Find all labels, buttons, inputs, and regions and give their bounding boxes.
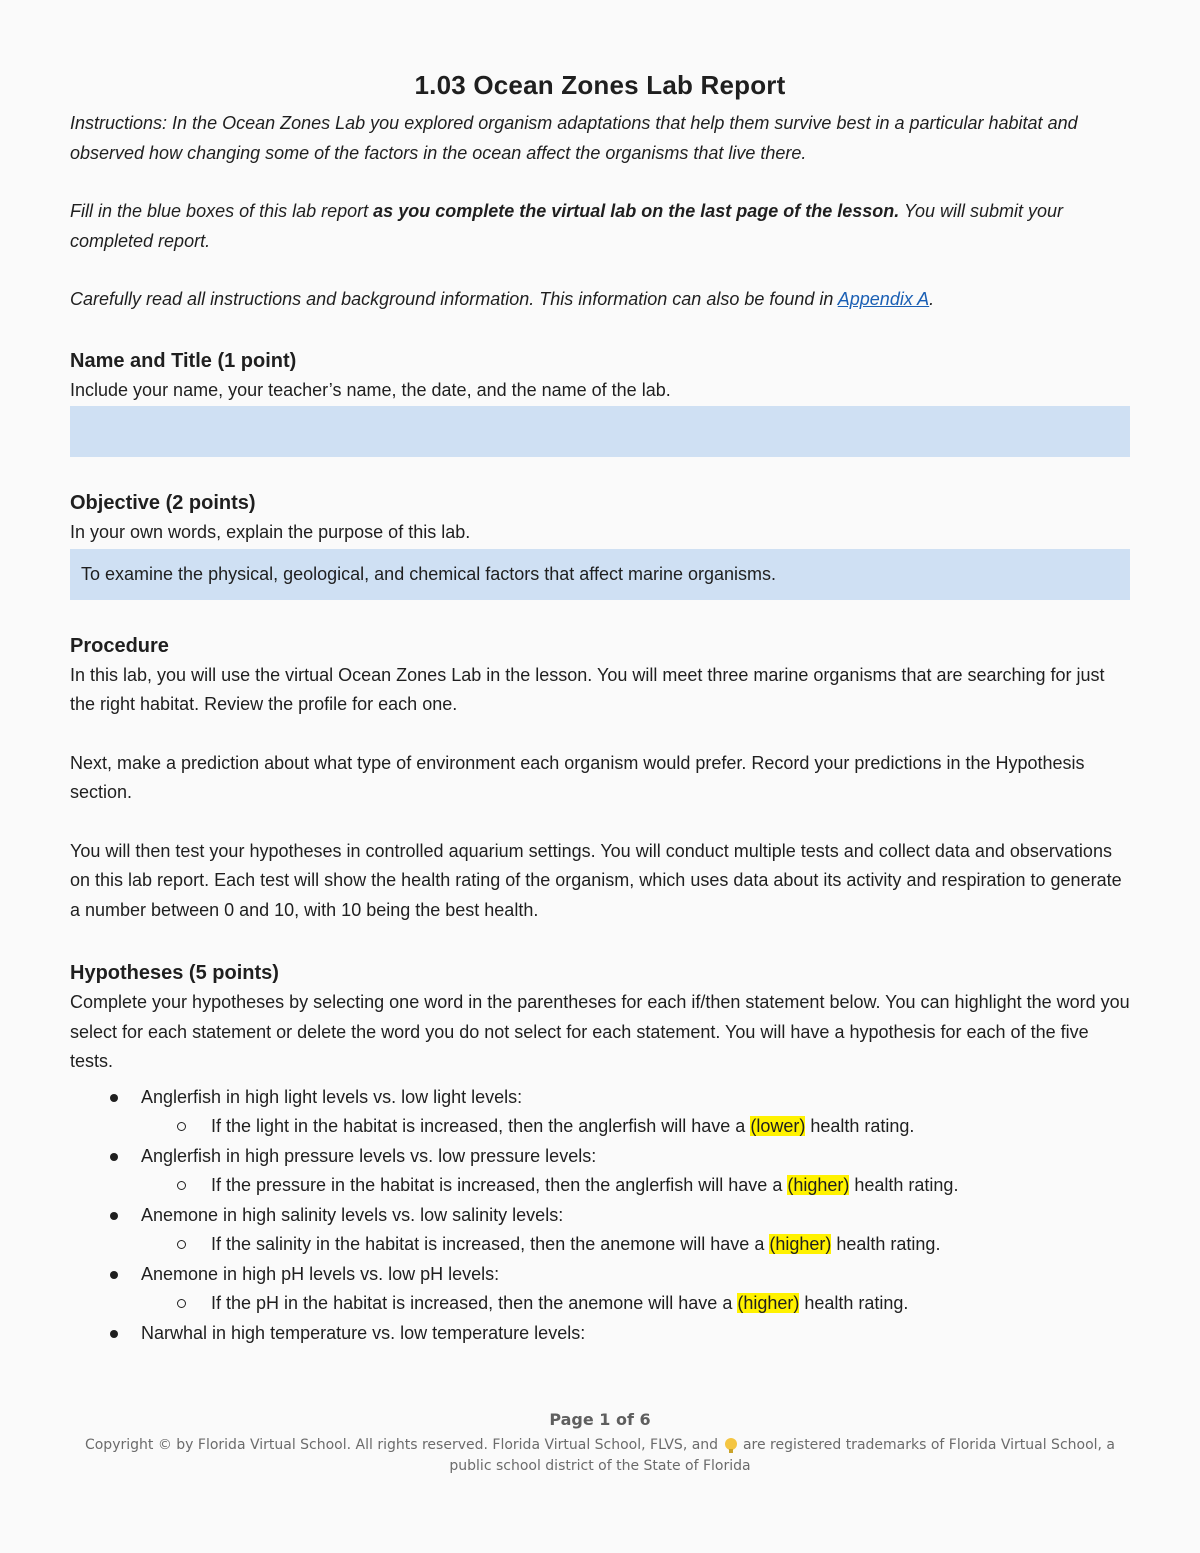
instructions-text: Fill in the blue boxes of this lab report — [70, 201, 374, 221]
bullet-icon — [110, 1153, 118, 1161]
list-item — [71, 1230, 1130, 1260]
hypothesis-label: Anemone in high pH levels vs. low pH levels: — [141, 1263, 500, 1284]
hypothesis-text: health rating. — [805, 1116, 915, 1136]
name-title-heading: Name and Title (1 point) — [70, 349, 297, 372]
name-title-answer-box[interactable] — [70, 406, 1130, 457]
list-item — [70, 1083, 1130, 1142]
hypothesis-choice[interactable]: (lower) — [750, 1116, 806, 1136]
hypothesis-label: Anglerfish in high pressure levels vs. low pressure levels: — [141, 1145, 597, 1166]
hypothesis-text: If the pH in the habitat is increased, then the anemone will have a — [211, 1293, 738, 1313]
objective-answer-box[interactable]: To examine the physical, geological, and chemical factors that affect marine organisms. — [70, 549, 1130, 600]
name-title-prompt: Include your name, your teacher’s name, the date, and the name of the lab. — [70, 379, 671, 400]
copyright-text: are registered trademarks of Florida Virtual School, a public school district of the State of Florida — [449, 1437, 1116, 1474]
bullet-icon — [110, 1271, 118, 1279]
instructions-text: You will submit your completed report. — [70, 201, 1064, 251]
bullet-icon — [110, 1212, 118, 1220]
list-item — [70, 1319, 1130, 1349]
copyright-text: Copyright © by Florida Virtual School. All rights reserved. Florida Virtual School, FLVS, and — [84, 1437, 719, 1453]
circle-bullet-icon — [177, 1122, 186, 1131]
hypothesis-text: If the salinity in the habitat is increased, then the anemone will have a — [211, 1234, 770, 1254]
instructions-paragraph-1: Instructions: In the Ocean Zones Lab you explored organism adaptations that help them survive best in a particular habitat and observed how changing some of the factors in the ocean affect the organisms that live there. — [70, 113, 1078, 163]
hypothesis-label: Anglerfish in high light levels vs. low light levels: — [141, 1086, 523, 1107]
procedure-paragraph-2: Next, make a prediction about what type of environment each organism would prefer. Record your predictions in the Hypothesis section. — [70, 752, 1085, 802]
hypotheses-list — [70, 1083, 1130, 1349]
hypotheses-heading: Hypotheses (5 points) — [70, 962, 279, 984]
hypothesis-choice[interactable]: (higher) — [769, 1234, 832, 1254]
instructions-paragraph-2 — [70, 197, 1130, 256]
hypothesis-text: health rating. — [849, 1175, 959, 1195]
procedure-heading: Procedure — [70, 634, 169, 657]
bullet-icon — [110, 1094, 118, 1102]
hypothesis-text: health rating. — [799, 1293, 909, 1313]
instructions-text: . — [929, 289, 935, 309]
circle-bullet-icon — [177, 1181, 186, 1190]
instructions-paragraph-3 — [70, 285, 1130, 315]
bullet-icon — [110, 1330, 118, 1338]
hypothesis-label: Anemone in high salinity levels vs. low salinity levels: — [141, 1204, 564, 1225]
list-item — [71, 1289, 1130, 1319]
page-number: Page 1 of 6 — [549, 1410, 651, 1429]
list-item — [70, 1201, 1130, 1260]
hypothesis-label: Narwhal in high temperature vs. low temperature levels: — [141, 1322, 586, 1343]
appendix-a-link[interactable]: Appendix A — [837, 289, 930, 309]
page-title: 1.03 Ocean Zones Lab Report — [414, 70, 786, 100]
hypothesis-choice[interactable]: (higher) — [787, 1175, 850, 1195]
copyright-notice — [65, 1435, 1135, 1477]
objective-heading: Objective (2 points) — [70, 492, 256, 514]
circle-bullet-icon — [177, 1299, 186, 1308]
list-item — [70, 1142, 1130, 1201]
hypothesis-text: If the light in the habitat is increased, then the anglerfish will have a — [211, 1116, 751, 1136]
procedure-paragraph-3: You will then test your hypotheses in controlled aquarium settings. You will conduct multiple tests and collect data and observations on this lab report. Each test will show the health rating of the organism, which uses data about its activity and respiration to generate a number between 0 and 10, with 10 being the best health. — [70, 840, 1122, 920]
hypothesis-text: health rating. — [831, 1234, 941, 1254]
objective-prompt: In your own words, explain the purpose of this lab. — [70, 522, 471, 542]
hypothesis-text: If the pressure in the habitat is increased, then the anglerfish will have a — [211, 1175, 788, 1195]
document-page — [70, 70, 1130, 1348]
list-item — [70, 1260, 1130, 1319]
list-item — [71, 1112, 1130, 1142]
hypotheses-prompt: Complete your hypotheses by selecting one word in the parentheses for each if/then statement below. You can highlight the word you select for each statement or delete the word you do not select for each statement. You will have a hypothesis for each of the five tests. — [70, 992, 1130, 1071]
circle-bullet-icon — [177, 1240, 186, 1249]
page-footer — [0, 1410, 1200, 1477]
list-item — [71, 1171, 1130, 1201]
lightbulb-icon — [725, 1438, 737, 1450]
instructions-text: Carefully read all instructions and background information. This information can also be found in — [70, 289, 838, 309]
procedure-paragraph-1: In this lab, you will use the virtual Ocean Zones Lab in the lesson. You will meet three marine organisms that are searching for just the right habitat. Review the profile for each one. — [70, 664, 1105, 714]
instructions-emphasis: as you complete the virtual lab on the last page of the lesson. — [373, 201, 900, 221]
hypothesis-choice[interactable]: (higher) — [737, 1293, 800, 1313]
